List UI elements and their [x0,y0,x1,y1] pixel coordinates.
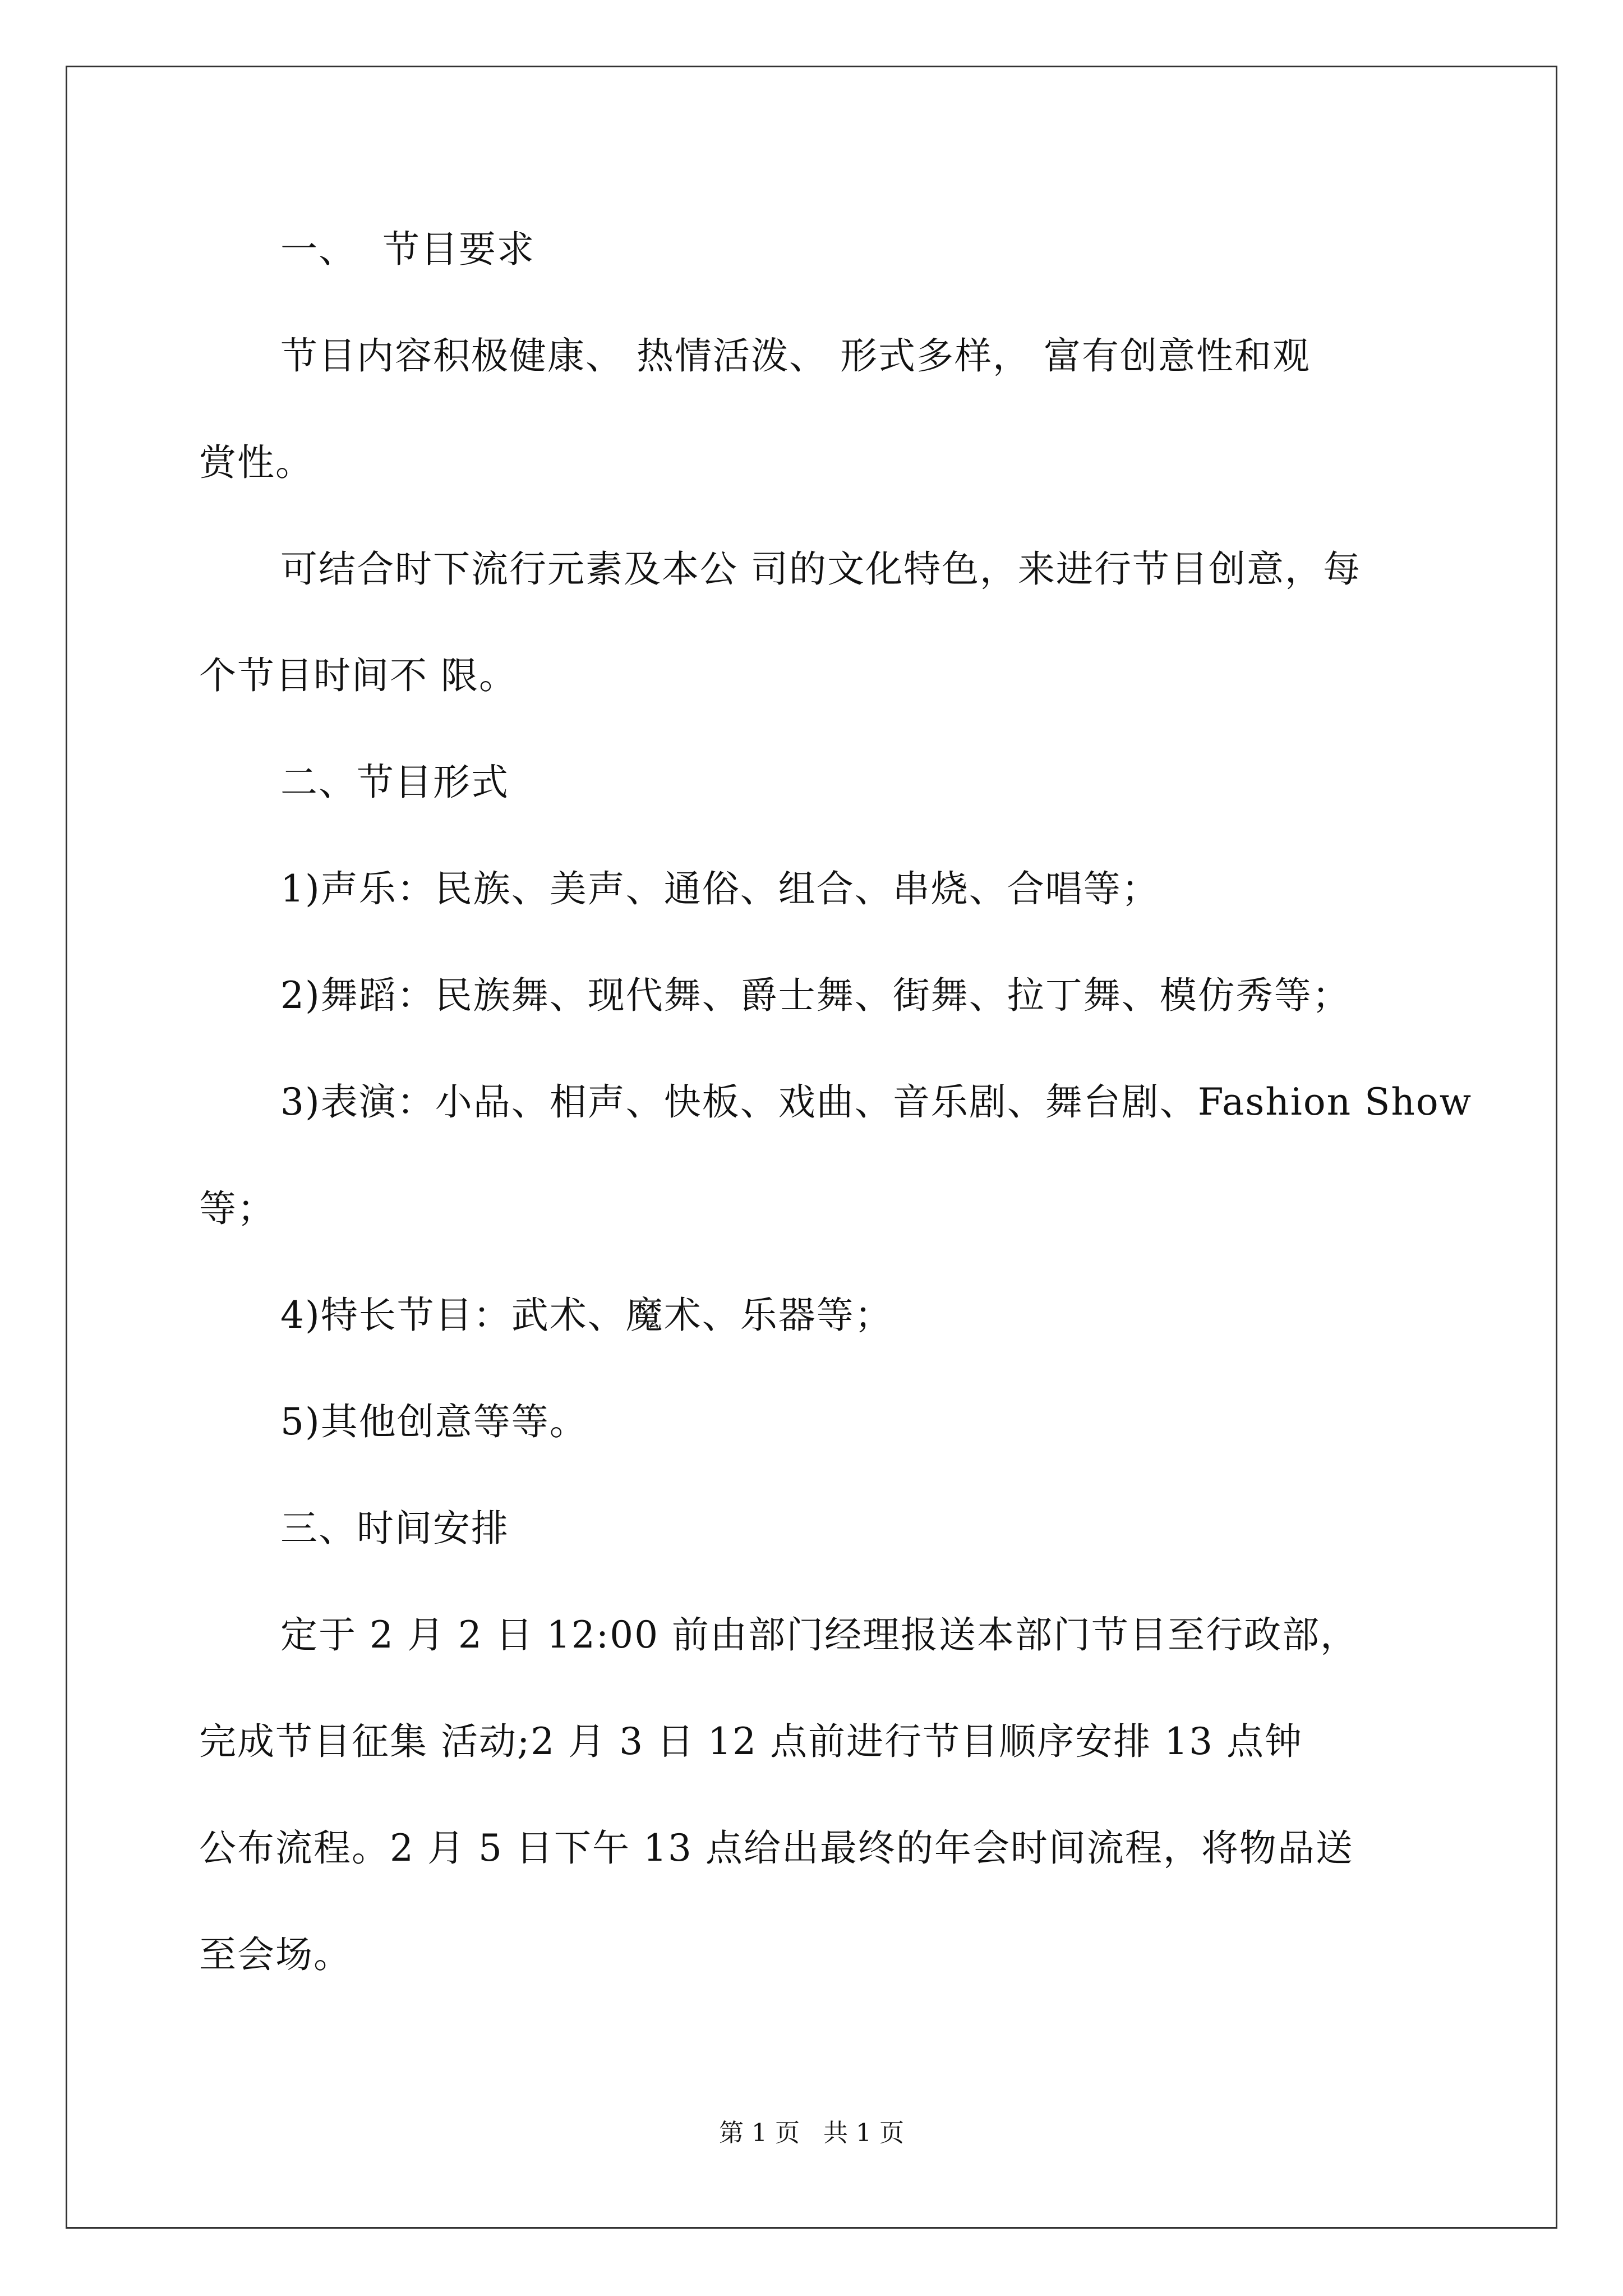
paragraph-line: 完成节目征集 活动;2 月 3 日 12 点前进行节目顺序安排 13 点钟 [199,1720,1303,1763]
list-item: 3)表演：小品、相声、快板、戏曲、音乐剧、舞台剧、Fashion Show [280,1080,1473,1124]
paragraph-line: 公布流程。2 月 5 日下午 13 点给出最终的年会时间流程，将物品送 [199,1826,1354,1870]
page-border [66,66,1557,2229]
list-item: 5)其他创意等等。 [280,1400,588,1443]
paragraph-line: 定于 2 月 2 日 12:00 前由部门经理报送本部门节目至行政部， [280,1613,1359,1657]
paragraph-line: 至会场。 [199,1933,352,1976]
paragraph-line: 可结合时下流行元素及本公 司的文化特色，来进行节目创意，每 [280,547,1361,591]
section-heading-1: 一、 节目要求 [280,228,535,271]
list-item: 4)特长节目：武术、魔术、乐器等； [280,1294,893,1337]
list-item-continuation: 等； [199,1187,275,1230]
list-item: 1)声乐：民族、美声、通俗、组合、串烧、合唱等； [280,867,1160,910]
paragraph-line: 赏性。 [199,441,313,484]
page-number-footer: 第 1 页 共 1 页 [719,2119,904,2147]
paragraph-line: 个节目时间不 限。 [199,654,517,697]
section-heading-3: 三、时间安排 [280,1507,509,1550]
section-heading-2: 二、节目形式 [280,761,509,804]
list-item: 2)舞蹈：民族舞、现代舞、爵士舞、街舞、拉丁舞、模仿秀等； [280,974,1350,1017]
paragraph-line: 节目内容积极健康、 热情活泼、 形式多样， 富有创意性和观 [280,334,1311,378]
